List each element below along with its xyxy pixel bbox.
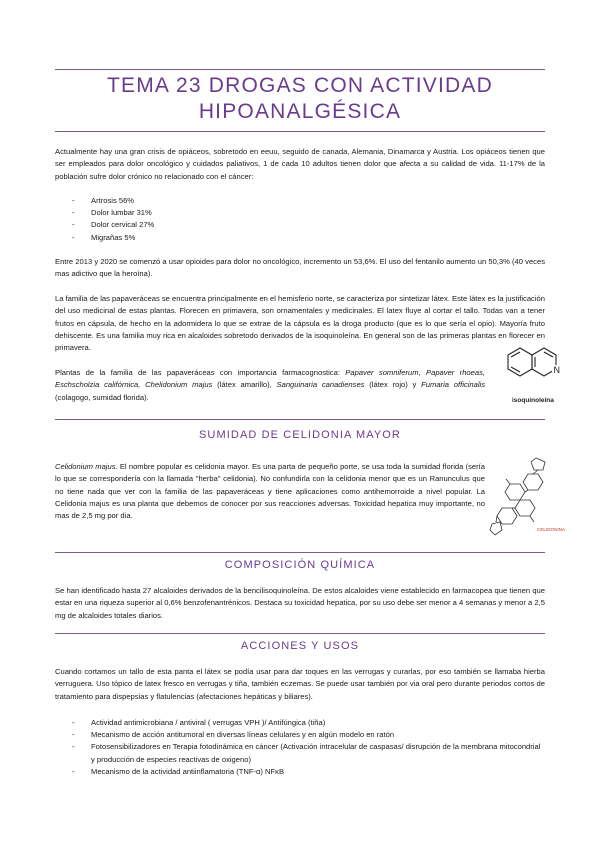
section-heading-celidonia: SUMIDAD DE CELIDONIA MAYOR — [199, 429, 401, 441]
acciones-paragraph: Cuando cortamos un tallo de esta panta el látex se podía usar para dar toques en las verrugas y curarlas, por eso también se llamaba hierba verruguera. Uso tópico de latex fresco en verrugas y tiña, también eczemas. Se puede usar también por via oral pero durante periodos cortos de tratamiento para dispepsias y flatulencias (afectaciones hepáticas y biliares). — [55, 667, 545, 701]
list-item: - Actividad antimicrobiana / antiviral ( verrugas VPH )/ Antifúngica (tiña) — [72, 717, 542, 729]
text-run: (colagogo, sumidad florida). — [55, 392, 149, 402]
title-top-rule — [55, 69, 545, 70]
celidonina-label: CELIDONINA — [537, 527, 566, 532]
list-item: - Dolor cervical 27% — [72, 219, 542, 231]
intro-paragraph-1: Actualmente hay una gran crisis de opiáceos, sobretodo en eeuu, seguido de canada, Alemania, Dinamarca y Austria. Los opiáceos tienen que ser empleados para dolor oncológico y cuidados paliativos, 1 de cada 10 adultos tienen dolor que afecta a su calidad de vida. 11-17% de la población sufre dolor crónico no relacionado con el cáncer: — [55, 147, 545, 181]
list-item: - Migrañas 5% — [72, 232, 542, 244]
isoquinoline-structure — [500, 335, 572, 393]
list-item: - Mecanismo de la actividad antiinflamatoria (TNF-α) NFκB — [72, 766, 542, 778]
acciones-list — [72, 717, 542, 778]
species-sanguinaria: Sanguinaria canadienses — [276, 380, 365, 390]
list-item: - Mecanismo de acción antitumoral en diversas líneas celulares y en algún modelo en ratón — [72, 729, 542, 741]
list-item: - Artrosis 56% — [72, 195, 542, 207]
intro-paragraph-4 — [55, 367, 485, 404]
intro-paragraph-3: La familia de las papaveráceas se encuentra principalmente en el hemisferio norte, se caracteriza por sintetizar látex. Este látex es la justificación del uso medicinal de estas plantas. Florecen en primavera, son ornamentales y medicinales. El latex fluye al cortar el tallo. Todas van a tener frutos en cápsula, de hecho en la adormidera lo que se extrae de la cápsula es la droga producto (que es lo que sería el opio). Mayoría fruto dehiscente. Es una familia muy rica en alcaloides sobretodo derivados de la isoquinoleína. En general son de las primeras plantas en florecer en primavera. — [55, 294, 545, 353]
page-title-line1: TEMA 23 DROGAS CON ACTIVIDAD — [106, 74, 493, 97]
celidonium-lead: Celidonium majus. — [55, 462, 118, 471]
chelidonine-structure — [488, 452, 566, 540]
text-run: (látex rojo) y — [364, 380, 422, 390]
section-heading-composicion: COMPOSICIÓN QUÍMICA — [224, 559, 376, 571]
page-title-line2: HIPOANALGÉSICA — [198, 100, 402, 123]
list-item: - Fotosensibilizadores en Terapia fotodinámica en cáncer (Activación intracelular de caspasas/ disrupción de la membrana mitocondrial y producción de especies reactivas de oxigeno) — [72, 741, 542, 765]
title-bottom-rule — [55, 131, 545, 132]
section-rule — [55, 633, 545, 634]
section-rule — [55, 552, 545, 553]
pain-statistics-list — [72, 195, 542, 244]
text-run: Plantas de la familia de las papaveráceas con importancia farmacognostica: — [55, 368, 346, 377]
intro-paragraph-2: Entre 2013 y 2020 se comenzó a usar opioides para dolor no oncológico, incremento un 53,6%. El uso del fentanilo aumento un 50,3% (40 veces mas adictivo que la heroína). — [55, 257, 545, 279]
section-heading-acciones: ACCIONES Y USOS — [240, 640, 360, 652]
section-rule — [55, 419, 545, 420]
text-run: El nombre popular es celidonia mayor. Es una parta de pequeño porte, se usa toda la sumidad florida (sería lo que se correspondería con la llamada "herba" celidonia). No confundirla con la celidonia menor que es un Ranunculus que no tiene nada que ver con la familia de las papaveráceas y tiene aplicaciones como antihemorroide a nivel popular. La Celidonia majus es una planta que debemos de conocer por sus reacciones adversas. Toxicidad hepatica muy importante, no mas de 2,5 mg por dia. — [55, 462, 485, 521]
species-fumaria: Fumaria officinalis — [421, 380, 485, 390]
composicion-paragraph: Se han identificado hasta 27 alcaloides derivados de la bencilisoquinoleína. De estos alcaloides viene establecido en farmacopea que tienen que estar en una riqueza superior al 0,6% benzofenantrénicos. Destaca su toxicidad hepatica, por su uso debe ser menor a 4 semanas y menor a 2,5 mg de alcaloides totales diarios. — [55, 586, 545, 620]
text-run: (látex amarillo), — [212, 380, 277, 390]
nitrogen-atom-label: N — [553, 365, 560, 375]
species-list: Papaver somniferum, Papaver rhoeas, Eschscholzia califórnica, Chelidonium majus — [55, 368, 485, 390]
celidonia-paragraph — [55, 461, 485, 522]
isoquinoline-label: isoquinoleína — [512, 397, 554, 404]
list-item: - Dolor lumbar 31% — [72, 207, 542, 219]
